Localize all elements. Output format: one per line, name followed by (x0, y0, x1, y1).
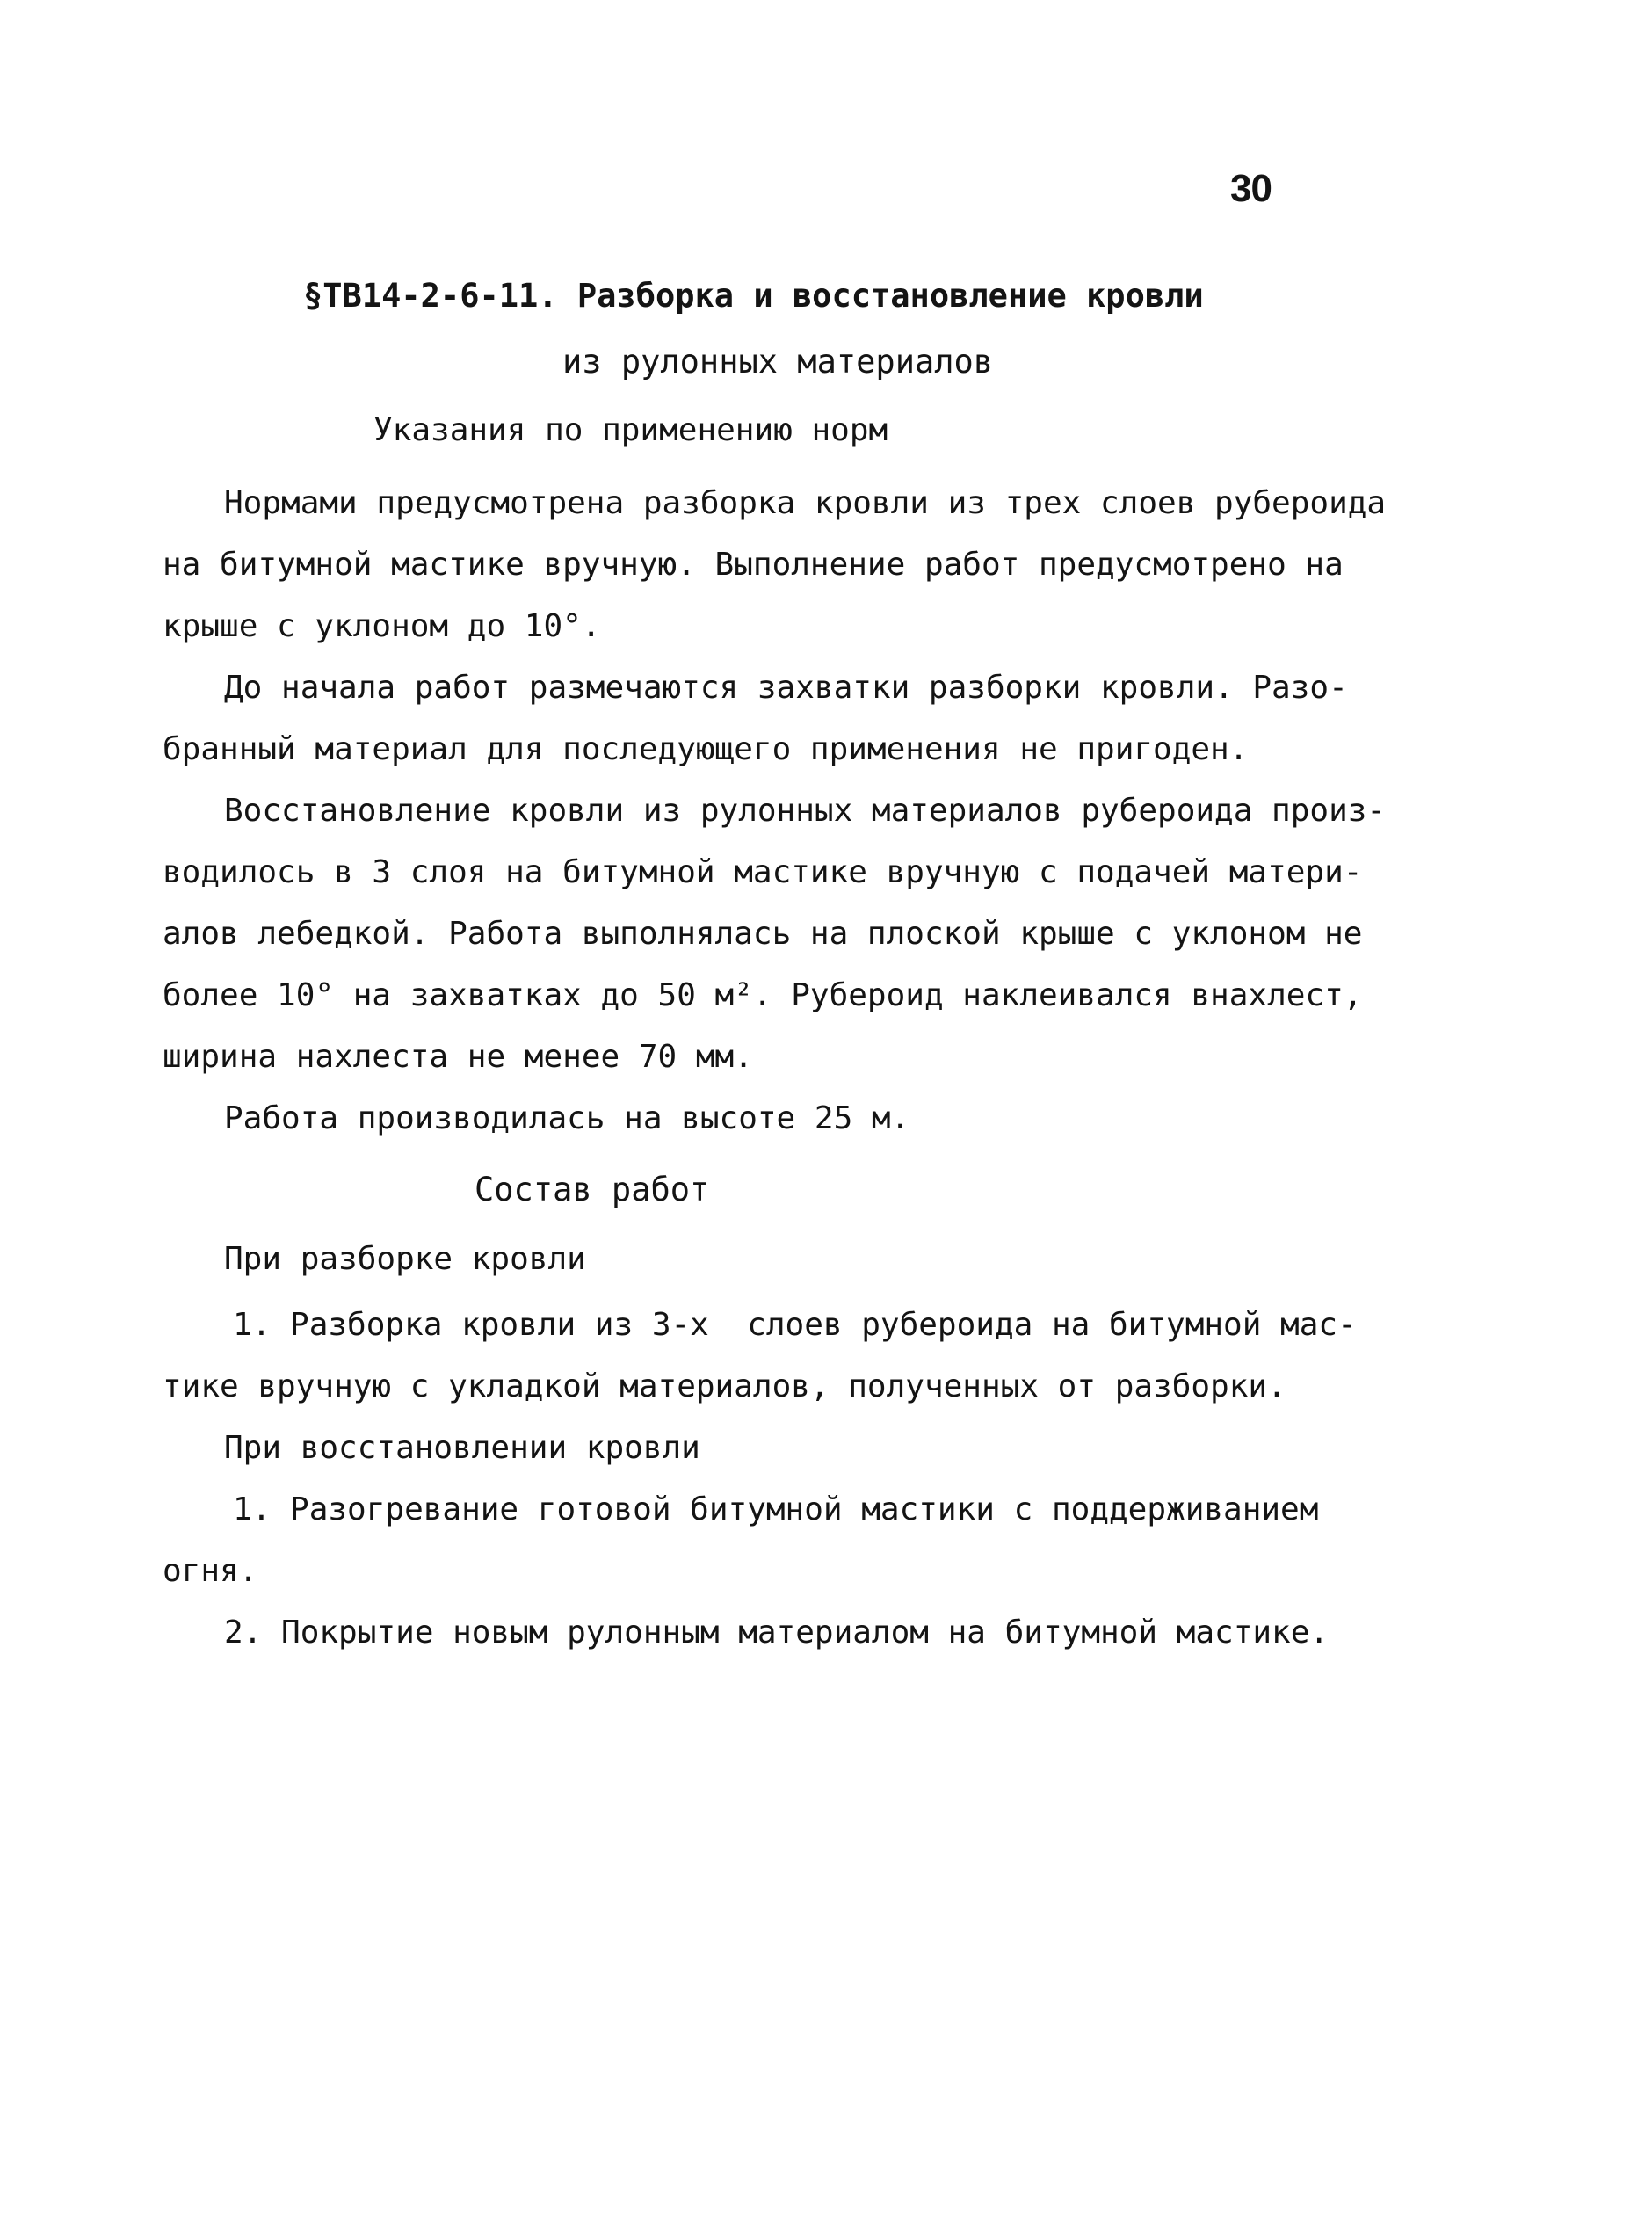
dismantling-item1-line1: 1. Разборка кровли из 3-х слоев рубероида на битумной мас- (233, 1307, 1357, 1343)
paragraph3-line4: более 10° на захватках до 50 м². Рубероид наклеивался внахлест, (163, 977, 1363, 1013)
paragraph2-line1: До начала работ размечаются захватки разборки кровли. Разо- (224, 670, 1348, 706)
section-heading-line2: из рулонных материалов (562, 343, 994, 381)
paragraph1-line1: Нормами предусмотрена разборка кровли из трех слоев рубероида (224, 485, 1387, 521)
work-composition-subheading: Состав работ (475, 1171, 710, 1208)
dismantling-section-title: При разборке кровли (224, 1241, 586, 1277)
paragraph3-line2: водилось в 3 слоя на битумной мастике вручную с подачей матери- (163, 854, 1363, 890)
section-heading-line1: §ТВ14-2-6-11. Разборка и восстановление кровли (303, 277, 1204, 315)
restoration-item1-line2: огня. (163, 1553, 258, 1589)
dismantling-item1-line2: тике вручную с укладкой материалов, полученных от разборки. (163, 1368, 1286, 1404)
paragraph4: Работа производилась на высоте 25 м. (224, 1100, 910, 1136)
restoration-item1-line1: 1. Разогревание готовой битумной мастики с поддерживанием (233, 1491, 1319, 1527)
restoration-section-title: При восстановлении кровли (224, 1430, 700, 1466)
paragraph1-line3: крыше с уклоном до 10°. (163, 608, 601, 644)
restoration-item2: 2. Покрытие новым рулонным материалом на битумной мастике. (224, 1615, 1330, 1651)
paragraph3-line1: Восстановление кровли из рулонных материалов рубероида произ- (224, 793, 1387, 829)
paragraph1-line2: на битумной мастике вручную. Выполнение работ предусмотрено на (163, 547, 1344, 583)
norms-subheading: Указания по применению норм (373, 412, 888, 448)
paragraph3-line3: алов лебедкой. Работа выполнялась на плоской крыше с уклоном не (163, 916, 1363, 952)
page-number: 30 (1230, 167, 1272, 210)
paragraph3-line5: ширина нахлеста не менее 70 мм. (163, 1039, 753, 1075)
paragraph2-line2: бранный материал для последующего применения не пригоден. (163, 731, 1249, 767)
